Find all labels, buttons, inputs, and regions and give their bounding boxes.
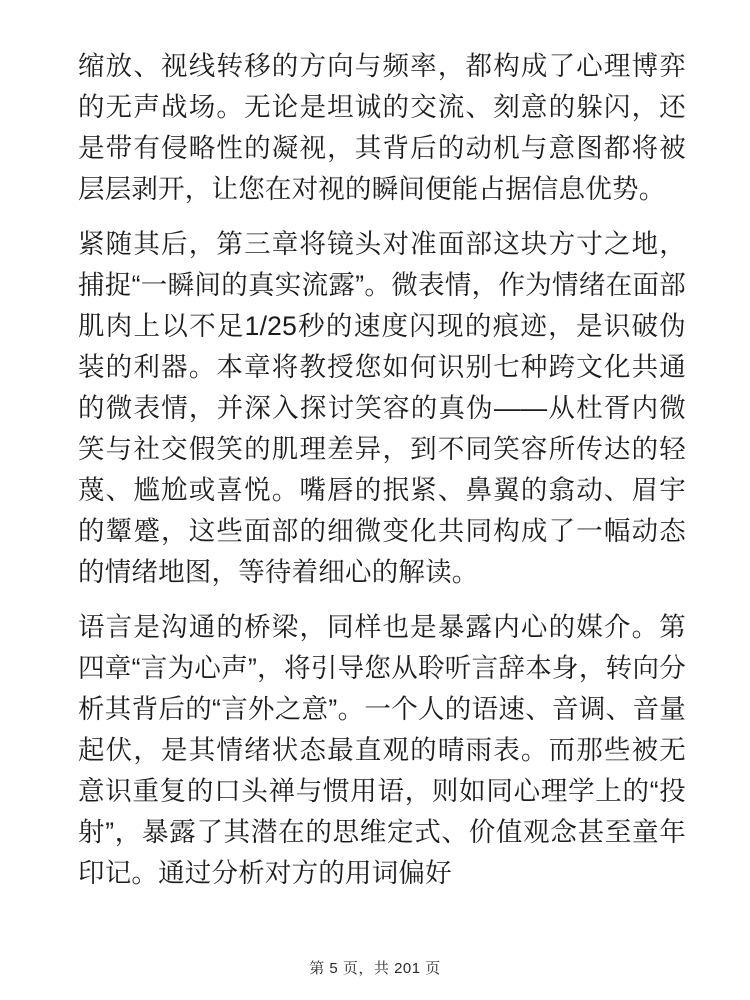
paragraph-1: 缩放、视线转移的方向与频率，都构成了心理博弈的无声战场。无论是坦诚的交流、刻意的躲闪，还是带有侵略性的凝视，其背后的动机与意图都将被层层剥开，让您在对视的瞬间便能占据信息优势。 <box>78 51 686 204</box>
page-footer: 第 5 页，共 201 页 <box>309 960 441 977</box>
paragraph-3: 语言是沟通的桥梁，同样也是暴露内心的媒介。第四章“言为心声”，将引导您从聆听言辞本身，转向分析其背后的“言外之意”。一个人的语速、音调、音量起伏，是其情绪状态最直观的晴雨表。而那些被无意识重复的口头禅与惯用语，则如同心理学上的“投射”，暴露了其潜在的思维定式、价值观念甚至童年印记。通过分析对方的用词偏好 <box>78 612 686 888</box>
paragraph-2: 紧随其后，第三章将镜头对准面部这块方寸之地，捕捉“一瞬间的真实流露”。微表情，作为情绪在面部肌肉上以不足1/25秒的速度闪现的痕迹，是识破伪装的利器。本章将教授您如何识别七种跨文化共通的微表情，并深入探讨笑容的真伪——从杜胥内微笑与社交假笑的肌理差异，到不同笑容所传达的轻蔑、尴尬或喜悦。嘴唇的抿紧、鼻翼的翕动、眉宇的颦蹙，这些面部的细微变化共同构成了一幅动态的情绪地图，等待着细心的解读。 <box>78 229 686 587</box>
